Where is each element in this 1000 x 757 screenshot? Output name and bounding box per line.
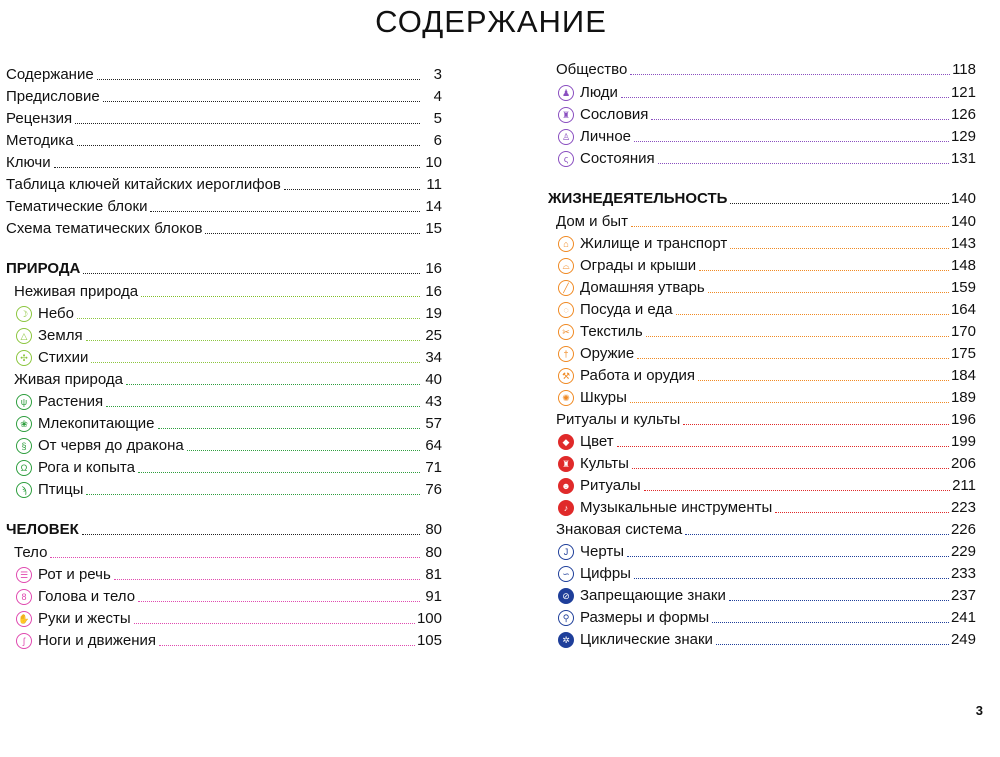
entry-label: Ритуалы xyxy=(580,477,641,494)
toc-entry[interactable] xyxy=(548,253,976,275)
toc-entry[interactable] xyxy=(548,561,976,583)
page-ref: 57 xyxy=(425,415,442,432)
toc-entry[interactable] xyxy=(6,411,442,433)
dot-leader xyxy=(730,248,949,249)
utensil-icon: ╱ xyxy=(558,280,574,296)
toc-entry[interactable] xyxy=(6,279,442,301)
entry-label: Млекопитающие xyxy=(38,415,155,432)
toc-entry[interactable] xyxy=(548,583,976,605)
toc-entry[interactable] xyxy=(6,345,442,367)
dot-leader xyxy=(775,512,949,513)
page-ref: 229 xyxy=(950,543,976,560)
toc-entry[interactable] xyxy=(548,102,976,124)
page-ref: 211 xyxy=(952,477,976,494)
dot-leader xyxy=(114,579,420,580)
page-ref: 10 xyxy=(425,154,442,171)
toc-entry[interactable] xyxy=(548,209,976,231)
dot-leader xyxy=(126,384,420,385)
section-heading: ПРИРОДА xyxy=(6,260,81,277)
forbid-icon: ⊘ xyxy=(558,588,574,604)
dot-leader xyxy=(50,557,420,558)
page-ref: 140 xyxy=(950,190,976,207)
page-ref: 100 xyxy=(416,610,442,627)
entry-label: Цвет xyxy=(580,433,614,450)
digit-icon: ∽ xyxy=(558,566,574,582)
dot-leader xyxy=(617,446,949,447)
entry-label: Стихии xyxy=(38,349,89,366)
subsection-label: Знаковая система xyxy=(556,521,683,538)
page-ref: 40 xyxy=(425,371,442,388)
entry-label: Музыкальные инструменты xyxy=(580,499,773,516)
toc-entry[interactable] xyxy=(6,256,442,278)
page-ref: 189 xyxy=(950,389,976,406)
entry-label: Предисловие xyxy=(6,88,100,105)
music-icon: ♪ xyxy=(558,500,574,516)
toc-entry[interactable] xyxy=(6,367,442,389)
entry-label: Ограды и крыши xyxy=(580,257,697,274)
entry-label: Шкуры xyxy=(580,389,627,406)
page-ref: 19 xyxy=(425,305,442,322)
page-ref: 14 xyxy=(425,198,442,215)
toc-entry[interactable] xyxy=(6,517,442,539)
dot-leader xyxy=(141,296,420,297)
entry-label: Растения xyxy=(38,393,104,410)
dot-leader xyxy=(637,358,949,359)
toc-entry[interactable] xyxy=(6,172,442,194)
page-ref: 71 xyxy=(425,459,442,476)
dot-leader xyxy=(103,101,420,102)
personal-icon: ♙ xyxy=(558,129,574,145)
entry-label: Птицы xyxy=(38,481,84,498)
page-ref: 226 xyxy=(950,521,976,538)
page-ref: 175 xyxy=(950,345,976,362)
page-ref: 105 xyxy=(416,632,442,649)
entry-label: Запрещающие знаки xyxy=(580,587,726,604)
toc-entry[interactable] xyxy=(548,57,976,79)
dragon-icon: § xyxy=(16,438,32,454)
entry-label: Сословия xyxy=(580,106,649,123)
toc-entry[interactable] xyxy=(6,389,442,411)
dot-leader xyxy=(729,600,949,601)
dot-leader xyxy=(86,340,420,341)
dot-leader xyxy=(138,472,420,473)
entry-label: Люди xyxy=(580,84,618,101)
toc-entry[interactable] xyxy=(6,323,442,345)
page-ref: 3 xyxy=(433,66,442,83)
dot-leader xyxy=(634,578,949,579)
toc-entry[interactable] xyxy=(548,539,976,561)
dot-leader xyxy=(91,362,420,363)
entry-label: Личное xyxy=(580,128,632,145)
entry-label: Посуда и еда xyxy=(580,301,673,318)
toc-entry[interactable] xyxy=(6,62,442,84)
toc-entry[interactable] xyxy=(6,301,442,323)
page-ref: 170 xyxy=(950,323,976,340)
toc-entry[interactable] xyxy=(548,319,976,341)
page-ref: 91 xyxy=(425,588,442,605)
dot-leader xyxy=(698,380,949,381)
page-ref: 43 xyxy=(425,393,442,410)
page-ref: 16 xyxy=(425,283,442,300)
subsection-label: Живая природа xyxy=(14,371,123,388)
page-ref: 241 xyxy=(950,609,976,626)
entry-label: Ноги и движения xyxy=(38,632,157,649)
hand-icon: ✋ xyxy=(16,611,32,627)
page-ref: 25 xyxy=(425,327,442,344)
subsection-label: Ритуалы и культы xyxy=(556,411,681,428)
entry-label: Методика xyxy=(6,132,74,149)
page-title: СОДЕРЖАНИЕ xyxy=(375,4,607,39)
toc-entry[interactable] xyxy=(548,341,976,363)
dish-icon: ◌ xyxy=(558,302,574,318)
subsection-label: Общество xyxy=(556,61,628,78)
toc-entry[interactable] xyxy=(6,216,442,238)
toc-entry[interactable] xyxy=(548,451,976,473)
dot-leader xyxy=(97,79,420,80)
toc-entry[interactable] xyxy=(548,124,976,146)
textile-icon: ✂ xyxy=(558,324,574,340)
entry-label: Содержание xyxy=(6,66,94,83)
entry-label: Цифры xyxy=(580,565,631,582)
page-number: 3 xyxy=(975,703,983,718)
toc-entry[interactable] xyxy=(548,231,976,253)
page-ref: 237 xyxy=(950,587,976,604)
entry-label: Таблица ключей китайских иероглифов xyxy=(6,176,281,193)
toc-entry[interactable] xyxy=(548,363,976,385)
entry-label: Размеры и формы xyxy=(580,609,710,626)
toc-entry[interactable] xyxy=(6,584,442,606)
mouth-icon: ☰ xyxy=(16,567,32,583)
stroke-icon: J xyxy=(558,544,574,560)
page-ref: 184 xyxy=(950,367,976,384)
size-icon: ⚲ xyxy=(558,610,574,626)
toc-entry[interactable] xyxy=(548,80,976,102)
dot-leader xyxy=(646,336,949,337)
dot-leader xyxy=(676,314,949,315)
ritual-icon: ☻ xyxy=(558,478,574,494)
dot-leader xyxy=(699,270,949,271)
earth-icon: △ xyxy=(16,328,32,344)
dot-leader xyxy=(77,145,420,146)
page-ref: 5 xyxy=(433,110,442,127)
dot-leader xyxy=(730,203,949,204)
page-ref: 15 xyxy=(425,220,442,237)
page-ref: 143 xyxy=(950,235,976,252)
entry-label: Домашняя утварь xyxy=(580,279,705,296)
house-icon: ⌂ xyxy=(558,236,574,252)
dot-leader xyxy=(631,226,949,227)
toc-entry[interactable] xyxy=(6,606,442,628)
tool-icon: ⚒ xyxy=(558,368,574,384)
entry-label: Черты xyxy=(580,543,625,560)
toc-entry[interactable] xyxy=(6,540,442,562)
toc-entry[interactable] xyxy=(548,495,976,517)
toc-entry[interactable] xyxy=(548,275,976,297)
fence-icon: ⌓ xyxy=(558,258,574,274)
weapon-icon: † xyxy=(558,346,574,362)
entry-label: Рецензия xyxy=(6,110,73,127)
dot-leader xyxy=(134,623,415,624)
dot-leader xyxy=(77,318,420,319)
page-ref: 80 xyxy=(425,544,442,561)
hide-icon: ✺ xyxy=(558,390,574,406)
dot-leader xyxy=(658,163,949,164)
subsection-label: Тело xyxy=(14,544,48,561)
page-ref: 6 xyxy=(433,132,442,149)
page-ref: 11 xyxy=(426,176,442,193)
dot-leader xyxy=(159,645,415,646)
entry-label: Земля xyxy=(38,327,83,344)
dot-leader xyxy=(284,189,420,190)
toc-entry[interactable] xyxy=(6,628,442,650)
page-ref: 118 xyxy=(952,61,976,78)
entry-label: Текстиль xyxy=(580,323,643,340)
page-ref: 159 xyxy=(950,279,976,296)
estate-icon: ♜ xyxy=(558,107,574,123)
dot-leader xyxy=(106,406,420,407)
toc-entry[interactable] xyxy=(548,146,976,168)
dot-leader xyxy=(138,601,420,602)
dot-leader xyxy=(621,97,949,98)
page-ref: 164 xyxy=(950,301,976,318)
toc-entry[interactable] xyxy=(548,297,976,319)
entry-label: Состояния xyxy=(580,150,655,167)
toc-entry[interactable] xyxy=(548,517,976,539)
entry-label: Рот и речь xyxy=(38,566,111,583)
foot-icon: ʃ xyxy=(16,633,32,649)
color-icon: ◆ xyxy=(558,434,574,450)
toc-entry[interactable] xyxy=(548,186,976,208)
page-ref: 4 xyxy=(433,88,442,105)
section-heading: ЖИЗНЕДЕЯТЕЛЬНОСТЬ xyxy=(548,190,728,207)
dot-leader xyxy=(630,402,949,403)
page-ref: 34 xyxy=(425,349,442,366)
dot-leader xyxy=(83,273,420,274)
entry-label: Жилище и транспорт xyxy=(580,235,728,252)
toc-entry[interactable] xyxy=(6,128,442,150)
page-ref: 206 xyxy=(950,455,976,472)
entry-label: Культы xyxy=(580,455,629,472)
toc-entry[interactable] xyxy=(6,477,442,499)
page-ref: 80 xyxy=(425,521,442,538)
dot-leader xyxy=(150,211,420,212)
people-icon: ♟ xyxy=(558,85,574,101)
dot-leader xyxy=(685,534,949,535)
dot-leader xyxy=(54,167,420,168)
entry-label: Циклические знаки xyxy=(580,631,713,648)
entry-label: Схема тематических блоков xyxy=(6,220,203,237)
entry-label: Оружие xyxy=(580,345,635,362)
toc-entry[interactable] xyxy=(6,562,442,584)
dot-leader xyxy=(86,494,420,495)
toc-entry[interactable] xyxy=(548,473,976,495)
toc-entry[interactable] xyxy=(6,455,442,477)
dot-leader xyxy=(75,123,420,124)
page-ref: 76 xyxy=(425,481,442,498)
head-icon: 8 xyxy=(16,589,32,605)
dot-leader xyxy=(634,141,949,142)
dot-leader xyxy=(205,233,420,234)
page-ref: 81 xyxy=(425,566,442,583)
toc-entry[interactable] xyxy=(548,385,976,407)
toc-entry[interactable] xyxy=(548,407,976,429)
dot-leader xyxy=(644,490,950,491)
cult-icon: ♜ xyxy=(558,456,574,472)
moon-icon: ☽ xyxy=(16,306,32,322)
toc-entry[interactable] xyxy=(6,106,442,128)
toc-entry[interactable] xyxy=(6,433,442,455)
page-ref: 140 xyxy=(950,213,976,230)
page-ref: 126 xyxy=(950,106,976,123)
toc-entry[interactable] xyxy=(6,84,442,106)
toc-entry[interactable] xyxy=(548,429,976,451)
subsection-label: Неживая природа xyxy=(14,283,139,300)
cycle-icon: ✲ xyxy=(558,632,574,648)
entry-label: Работа и орудия xyxy=(580,367,695,384)
toc-entry[interactable] xyxy=(6,150,442,172)
entry-label: Рога и копыта xyxy=(38,459,135,476)
page-ref: 196 xyxy=(950,411,976,428)
page-ref: 16 xyxy=(425,260,442,277)
toc-entry[interactable] xyxy=(548,605,976,627)
dot-leader xyxy=(716,644,949,645)
page-ref: 199 xyxy=(950,433,976,450)
elements-icon: ✣ xyxy=(16,350,32,366)
dot-leader xyxy=(712,622,949,623)
dot-leader xyxy=(632,468,949,469)
page-ref: 148 xyxy=(950,257,976,274)
dot-leader xyxy=(82,534,420,535)
horn-icon: Ω xyxy=(16,460,32,476)
dot-leader xyxy=(187,450,420,451)
entry-label: Голова и тело xyxy=(38,588,136,605)
dot-leader xyxy=(627,556,949,557)
page-ref: 233 xyxy=(950,565,976,582)
entry-label: Тематические блоки xyxy=(6,198,148,215)
section-heading: ЧЕЛОВЕК xyxy=(6,521,79,538)
dot-leader xyxy=(630,74,950,75)
dot-leader xyxy=(683,424,949,425)
plant-icon: ψ xyxy=(16,394,32,410)
page-ref: 129 xyxy=(950,128,976,145)
page-ref: 64 xyxy=(425,437,442,454)
entry-label: От червя до дракона xyxy=(38,437,184,454)
toc-entry[interactable] xyxy=(6,194,442,216)
page-ref: 121 xyxy=(950,84,976,101)
entry-label: Руки и жесты xyxy=(38,610,131,627)
bird-icon: ϡ xyxy=(16,482,32,498)
page-ref: 223 xyxy=(950,499,976,516)
entry-label: Небо xyxy=(38,305,74,322)
dot-leader xyxy=(708,292,949,293)
dot-leader xyxy=(651,119,949,120)
dot-leader xyxy=(158,428,420,429)
mammal-icon: ❀ xyxy=(16,416,32,432)
state-icon: ς xyxy=(558,151,574,167)
toc-entry[interactable] xyxy=(548,627,976,649)
page-ref: 249 xyxy=(950,631,976,648)
page-ref: 131 xyxy=(950,150,976,167)
entry-label: Ключи xyxy=(6,154,51,171)
subsection-label: Дом и быт xyxy=(556,213,628,230)
